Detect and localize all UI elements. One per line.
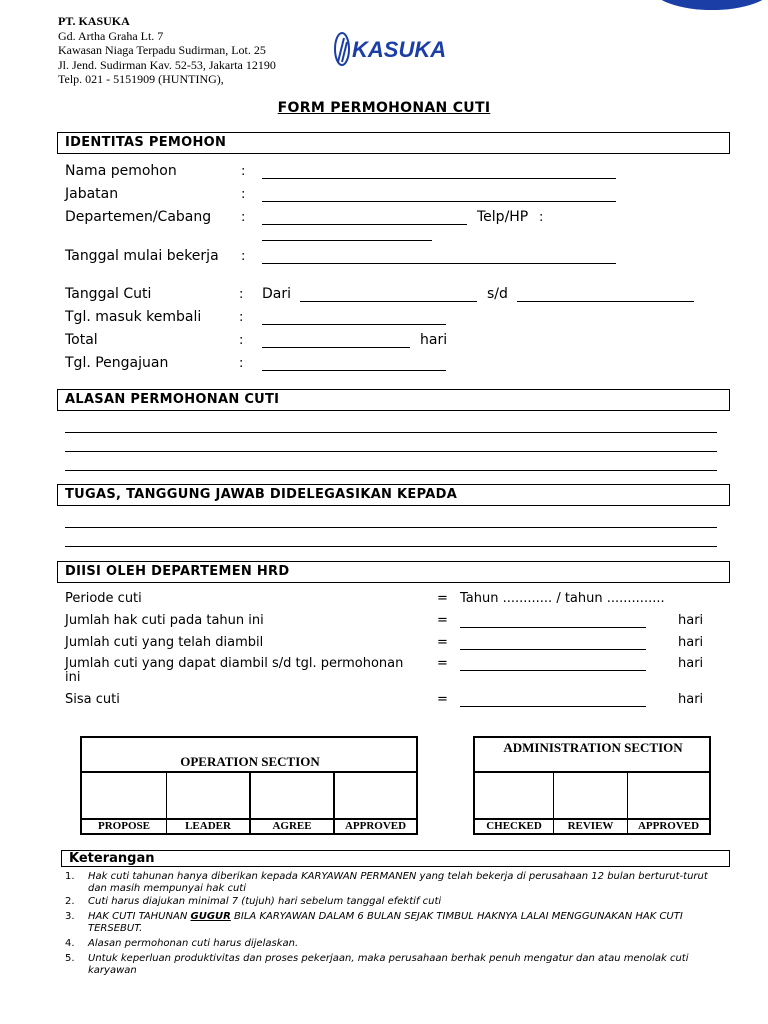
note-text-part: BILA KARYAWAN DALAM 6 BULAN SEJAK TIMBUL HAKNYA LALAI MENGGUNAKAN HAK CUTI TERSEBUT.: [88, 911, 683, 934]
hak-cuti-input-line[interactable]: [460, 627, 646, 628]
checked-sign-cell[interactable]: [475, 773, 553, 818]
equals-sign: =: [437, 692, 448, 707]
colon: :: [239, 287, 244, 302]
tgl-masuk-input-line[interactable]: [262, 324, 446, 325]
note-number: 5.: [65, 953, 75, 964]
agree-sign-cell[interactable]: [251, 773, 333, 818]
sisa-cuti-input-line[interactable]: [460, 706, 646, 707]
field-telp-label: Telp/HP: [477, 209, 529, 225]
note-text: [88, 911, 728, 935]
equals-sign: =: [437, 591, 448, 606]
nama-input-line[interactable]: [262, 178, 616, 179]
colon: :: [241, 187, 246, 202]
hrd-cuti-diambil-label: Jumlah cuti yang telah diambil: [65, 635, 264, 650]
company-name: PT. KASUKA: [58, 14, 130, 28]
keterangan-heading: Keterangan: [61, 850, 730, 867]
company-phone: Telp. 021 - 5151909 (HUNTING),: [58, 72, 224, 86]
administration-section-box: [473, 736, 711, 835]
section-tugas-heading: TUGAS, TANGGUNG JAWAB DIDELEGASIKAN KEPADA: [57, 484, 730, 506]
tugas-line[interactable]: [65, 527, 717, 528]
field-departemen-label: Departemen/Cabang: [65, 209, 212, 225]
note-emphasis: GUGUR: [190, 911, 231, 922]
alasan-line[interactable]: [65, 470, 717, 471]
alasan-line[interactable]: [65, 451, 717, 452]
hari-label: hari: [678, 656, 704, 671]
administration-section-title: ADMINISTRATION SECTION: [503, 740, 683, 755]
colon: :: [241, 249, 246, 264]
note-item: [65, 896, 730, 908]
leader-sign-cell[interactable]: [167, 773, 249, 818]
form-title: FORM PERMOHONAN CUTI: [277, 100, 491, 116]
hari-label: hari: [678, 635, 704, 650]
leader-label: LEADER: [185, 820, 231, 832]
company-address-line: Jl. Jend. Sudirman Kav. 52-53, Jakarta 12190: [58, 57, 276, 72]
checked-label: CHECKED: [486, 820, 542, 832]
note-text: Cuti harus diajukan minimal 7 (tujuh) hari sebelum tanggal efektif cuti: [88, 896, 442, 907]
jabatan-input-line[interactable]: [262, 201, 616, 202]
hrd-cuti-dapat-label-cont: ini: [65, 670, 81, 685]
company-address-line: Kawasan Niaga Terpadu Sudirman, Lot. 25: [58, 43, 266, 57]
tanggal-mulai-input-line[interactable]: [262, 263, 616, 264]
dari-label: Dari: [262, 286, 292, 302]
hrd-periode-label: Periode cuti: [65, 591, 142, 606]
note-item: [65, 911, 730, 935]
note-number: 2.: [65, 896, 75, 907]
telp-input-line[interactable]: [262, 240, 432, 241]
note-item: [65, 871, 730, 895]
note-number: 3.: [65, 911, 75, 922]
kasuka-logo: [332, 30, 472, 72]
sd-input-line[interactable]: [517, 301, 694, 302]
note-text: Untuk keperluan produktivitas dan proses pekerjaan, maka perusahaan berhak penuh mengatur dan atau menolak cuti karyawan: [88, 953, 689, 976]
tgl-pengajuan-input-line[interactable]: [262, 370, 446, 371]
field-tanggal-mulai-label: Tanggal mulai bekerja: [65, 248, 219, 264]
admin-approved-label: APPROVED: [637, 820, 700, 832]
field-tanggal-cuti-label: Tanggal Cuti: [65, 286, 152, 302]
tugas-line[interactable]: [65, 546, 717, 547]
agree-label: AGREE: [272, 820, 312, 832]
operation-section-box: [80, 736, 418, 835]
hrd-hak-cuti-label: Jumlah hak cuti pada tahun ini: [65, 613, 264, 628]
total-input-line[interactable]: [262, 347, 410, 348]
note-number: 1.: [65, 871, 75, 882]
company-address-line: Gd. Artha Graha Lt. 7: [58, 28, 164, 43]
review-sign-cell[interactable]: [554, 773, 627, 818]
colon: :: [239, 310, 244, 325]
admin-approved-sign-cell[interactable]: [628, 773, 709, 818]
logo-text: KASUKA: [352, 37, 447, 62]
equals-sign: =: [437, 656, 448, 671]
hrd-sisa-cuti-label: Sisa cuti: [65, 692, 120, 707]
colon: :: [239, 356, 244, 371]
approved-sign-cell[interactable]: [335, 773, 416, 818]
field-tgl-pengajuan-label: Tgl. Pengajuan: [65, 355, 169, 371]
section-hrd-heading: DIISI OLEH DEPARTEMEN HRD: [57, 561, 730, 583]
equals-sign: =: [437, 613, 448, 628]
colon: :: [241, 210, 246, 225]
departemen-input-line[interactable]: [262, 224, 467, 225]
logo-mark-icon: [332, 30, 472, 68]
field-total-label: Total: [65, 332, 98, 348]
note-number: 4.: [65, 938, 75, 949]
alasan-line[interactable]: [65, 432, 717, 433]
company-header: [58, 14, 276, 87]
note-text: Hak cuti tahunan hanya diberikan kepada KARYAWAN PERMANEN yang telah bekerja di perusahaan 12 bulan berturut-turut dan masih mempunyai hak cuti: [88, 871, 708, 894]
field-tgl-masuk-label: Tgl. masuk kembali: [65, 309, 202, 325]
cuti-dapat-input-line[interactable]: [460, 670, 646, 671]
corner-decoration: [572, 0, 768, 10]
colon: :: [241, 164, 246, 179]
operation-section-title: OPERATION SECTION: [180, 754, 320, 769]
dari-input-line[interactable]: [300, 301, 477, 302]
sd-label: s/d: [487, 286, 508, 302]
field-nama-label: Nama pemohon: [65, 163, 177, 179]
hrd-periode-value[interactable]: Tahun ............ / tahun ..............: [460, 591, 665, 606]
note-item: [65, 953, 730, 977]
equals-sign: =: [437, 635, 448, 650]
field-jabatan-label: Jabatan: [65, 186, 119, 202]
total-hari-label: hari: [420, 332, 448, 348]
hari-label: hari: [678, 613, 704, 628]
section-alasan-heading: ALASAN PERMOHONAN CUTI: [57, 389, 730, 411]
hari-label: hari: [678, 692, 704, 707]
colon: :: [539, 210, 544, 225]
note-text-part: HAK CUTI TAHUNAN: [88, 911, 191, 922]
note-text: Alasan permohonan cuti harus dijelaskan.: [88, 938, 299, 949]
hrd-cuti-dapat-label: Jumlah cuti yang dapat diambil s/d tgl. permohonan: [65, 656, 404, 671]
note-item: [65, 938, 730, 950]
section-identitas-heading: IDENTITAS PEMOHON: [57, 132, 730, 154]
propose-label: PROPOSE: [98, 820, 150, 832]
review-label: REVIEW: [567, 820, 614, 832]
propose-sign-cell[interactable]: [82, 773, 166, 818]
colon: :: [239, 333, 244, 348]
approved-label: APPROVED: [344, 820, 407, 832]
cuti-diambil-input-line[interactable]: [460, 649, 646, 650]
